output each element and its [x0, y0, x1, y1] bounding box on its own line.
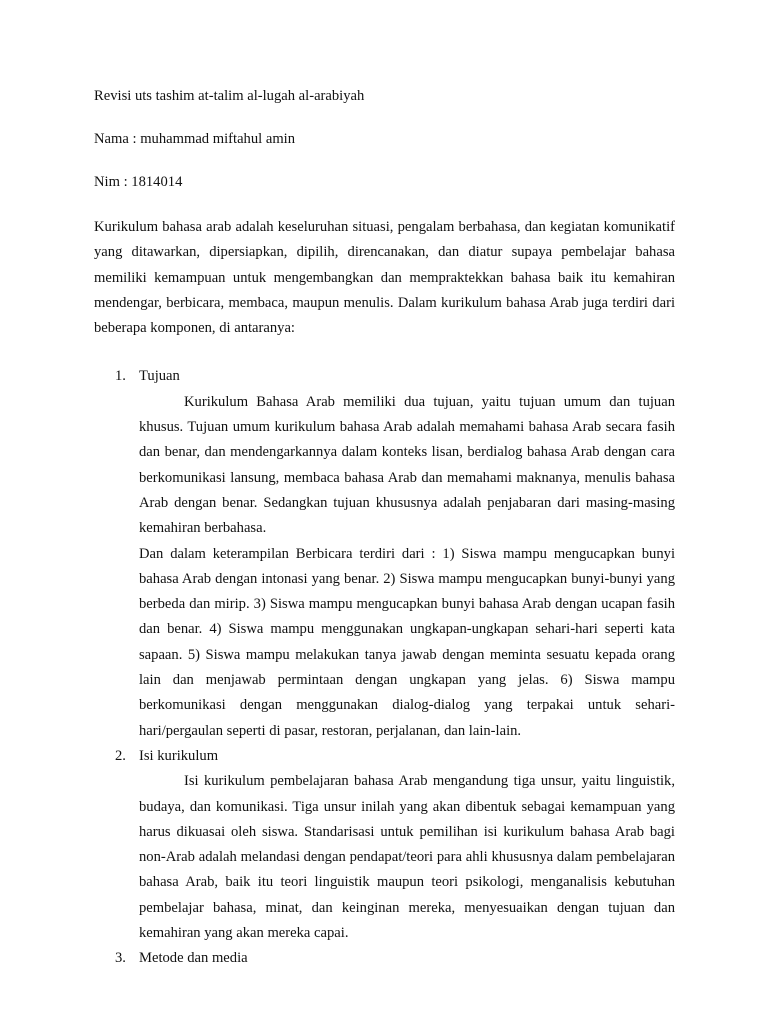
- list-item-tujuan: [94, 364, 675, 743]
- list-item-isi-kurikulum: [94, 744, 675, 946]
- list-item-paragraph: Isi kurikulum pembelajaran bahasa Arab mengandung tiga unsur, yaitu linguistik, budaya, dan komunikasi. Tiga unsur inilah yang akan dibentuk sebagai kemampuan yang harus dikuasai oleh siswa. Standarisasi untuk pemilihan isi kurikulum bahasa Arab bagi non-Arab adalah melandasi dengan pendapat/teori para ahli khususnya dalam pembelajaran bahasa Arab, baik itu teori linguistik maupun teori psikologi, menganalisis kebutuhan pembelajar bahasa, minat, dan keinginan mereka, menyesuaikan dengan tujuan dan kemahiran yang akan mereka capai.: [139, 773, 675, 942]
- intro-paragraph: Kurikulum bahasa arab adalah keseluruhan situasi, pengalam berbahasa, dan kegiatan komunikatif yang ditawarkan, dipersiapkan, dipilih, direncanakan, dan diatur supaya pembelajar bahasa memiliki kemampuan untuk mengembangkan dan mempraktekkan bahasa baik itu kemahiran mendengar, berbicara, membaca, maupun menulis. Dalam kurikulum bahasa Arab juga terdiri dari beberapa komponen, di antaranya:: [94, 219, 675, 337]
- list-item-paragraph: Kurikulum Bahasa Arab memiliki dua tujuan, yaitu tujuan umum dan tujuan khusus. Tujuan umum kurikulum bahasa Arab adalah memahami bahasa Arab secara fasih dan benar, dan mendengarkannya dalam konteks lisan, berdialog bahasa Arab dengan cara berkomunikasi lansung, membaca bahasa Arab dan memahami maknanya, menulis bahasa Arab dengan benar. Sedangkan tujuan khususnya adalah penjabaran dari masing-masing kemahiran berbahasa.: [139, 393, 675, 537]
- list-item-paragraph: Dan dalam keterampilan Berbicara terdiri dari : 1) Siswa mampu mengucapkan bunyi bahasa Arab dengan intonasi yang benar. 2) Siswa mampu mengucapkan bunyi-bunyi yang berbeda dan mirip. 3) Siswa mampu mengucapkan bunyi bahasa Arab dengan ucapan fasih dan benar. 4) Siswa mampu menggunakan ungkapan-ungkapan sehari-hari seperti kata sapaan. 5) Siswa mampu melakukan tanya jawab dengan meminta sesuatu kepada orang lain dan menjawab permintaan dengan ungkapan yang jelas. 6) Siswa mampu berkomunikasi dengan menggunakan dialog-dialog yang terpakai untuk sehari-hari/pergaulan seperti di pasar, restoran, perjalanan, dan lain-lain.: [139, 545, 675, 739]
- student-nim: Nim : 1814014: [94, 174, 183, 190]
- document-title: Revisi uts tashim at-talim al-lugah al-arabiyah: [94, 88, 365, 104]
- list-item-metode-media: [94, 946, 675, 971]
- list-item-title: Metode dan media: [139, 950, 248, 967]
- list-item-title: Isi kurikulum: [139, 747, 219, 764]
- component-list: [94, 364, 675, 971]
- document-body: [94, 86, 675, 972]
- list-number: 2.: [115, 747, 126, 764]
- list-number: 3.: [115, 950, 126, 967]
- list-number: 1.: [115, 368, 126, 385]
- student-name: Nama : muhammad miftahul amin: [94, 131, 296, 147]
- list-item-title: Tujuan: [139, 368, 180, 385]
